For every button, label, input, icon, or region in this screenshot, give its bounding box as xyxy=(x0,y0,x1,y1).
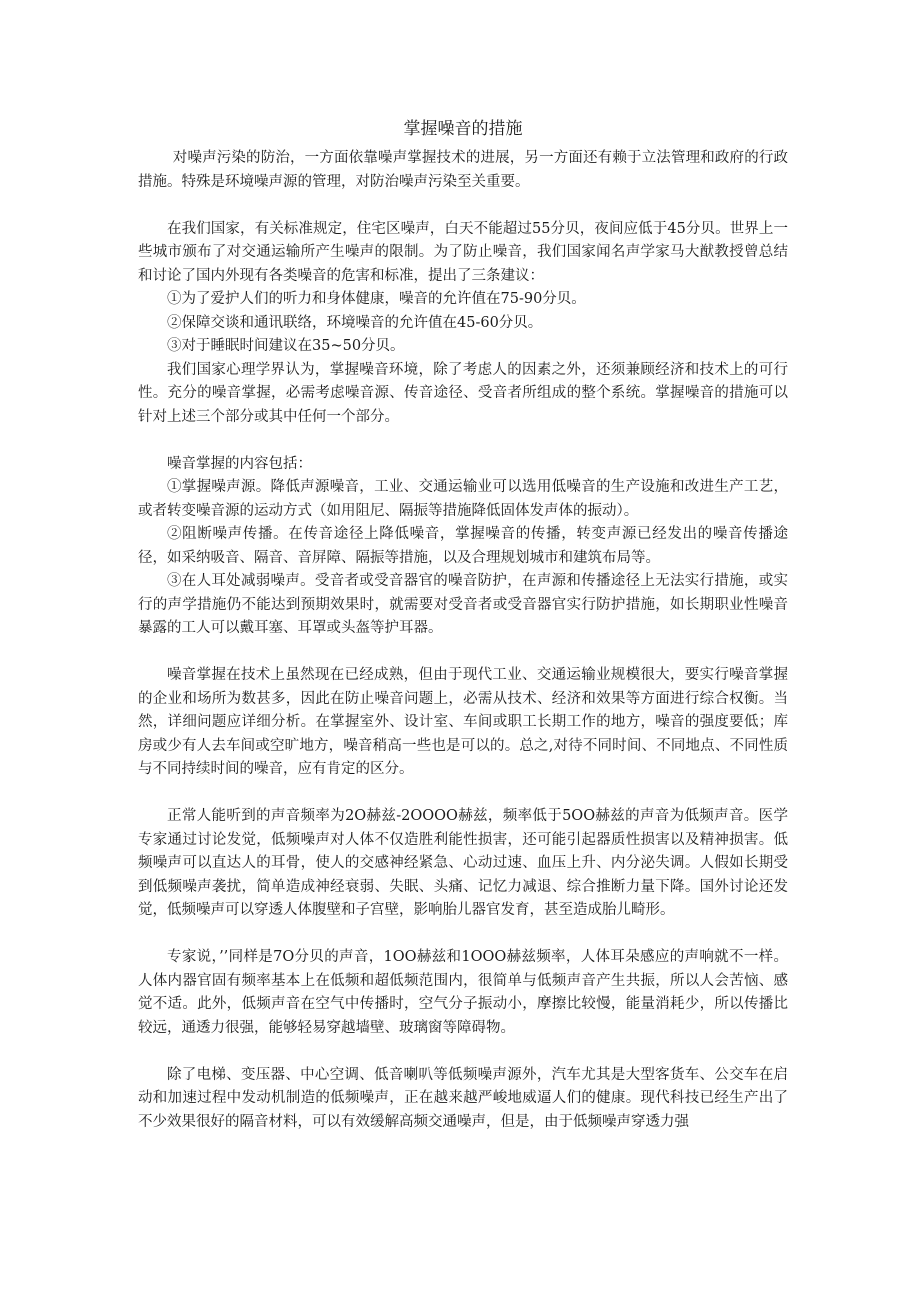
suggestion-item-3: ③对于睡眠时间建议在35~50分贝。 xyxy=(167,338,405,354)
document-page xyxy=(138,115,788,1134)
paragraph-gap xyxy=(138,429,788,453)
paragraph-gap xyxy=(138,1040,788,1064)
paragraph-expert: 专家说，’’同样是7O分贝的声音，1OO赫兹和1OOO赫兹频率，人体耳朵感应的声响就不一样。人体内器官固有频率基本上在低频和超低频范围内，很简单与低频声音产生共振，所以人会苦恼、感觉不适。此外，低频声音在空气中传播时，空气分子振动小，摩擦比较慢，能量消耗少，所以传播比较远，通透力很强，能够轻易穿越墙壁、玻璃窗等障碍物。 xyxy=(138,949,788,1036)
control-item-2: ②阻断噪声传播。在传音途径上降低噪音，掌握噪音的传播，转变声源已经发出的噪音传播途径，如采纳吸音、隔音、音屏障、隔振等措施，以及合理规划城市和建筑布局等。 xyxy=(138,526,788,566)
paragraph-gap xyxy=(138,923,788,947)
paragraph-gap xyxy=(138,194,788,218)
suggestion-item-2: ②保障交谈和通讯联络，环境噪音的允许值在45-60分贝。 xyxy=(167,314,543,331)
suggestion-item-1: ①为了爱护人们的听力和身体健康，噪音的允许值在75-90分贝。 xyxy=(167,291,586,307)
paragraph-low-frequency: 正常人能听到的声音频率为2O赫兹-2OOOO赫兹，频率低于5OO赫兹的声音为低频声音。医学专家通过讨论发觉，低频噪声对人体不仅造胜利能性损害，还可能引起器质性损害以及精神损害。低频噪声可以直达人的耳骨，使人的交感神经紧急、心动过速、血压上升、内分泌失调。人假如长期受到低频噪声袭扰，简单造成神经衰弱、失眠、头痛、记忆力减退、综合推断力量下降。国外讨论还发觉，低频噪声可以穿透人体腹壁和子宫壁，影响胎儿器官发育，甚至造成胎儿畸形。 xyxy=(138,808,788,918)
paragraph-control-contents: 噪音掌握的内容包括： xyxy=(167,455,312,472)
paragraph-gap xyxy=(138,641,788,665)
paragraph-gap xyxy=(138,782,788,806)
paragraph-psychology: 我们国家心理学界认为，掌握噪音环境，除了考虑人的因素之外，还须兼顾经济和技术上的可行性。充分的噪音掌握，必需考虑噪音源、传音途径、受音者所组成的整个系统。掌握噪音的措施可以针对上述三个部分或其中任何一个部分。 xyxy=(138,361,788,425)
paragraph-intro: 对噪声污染的防治，一方面依靠噪声掌握技术的进展，另一方面还有赖于立法管理和政府的行政措施。特殊是环境噪声源的管理，对防治噪声污染至关重要。 xyxy=(138,150,788,190)
paragraph-technology: 噪音掌握在技术上虽然现在已经成熟，但由于现代工业、交通运输业规模很大，要实行噪音掌握的企业和场所为数甚多，因此在防止噪音问题上，必需从技术、经济和效果等方面进行综合权衡。当然，详细问题应详细分析。在掌握室外、设计室、车间或职工长期工作的地方，噪音的强度要低；库房或少有人去车间或空旷地方，噪音稍高一些也是可以的。总之,对待不同时间、不同地点、不同性质与不同持续时间的噪音，应有肯定的区分。 xyxy=(138,667,788,777)
paragraph-standards: 在我们国家，有关标准规定，住宅区噪声，白天不能超过55分贝，夜间应低于45分贝。世界上一些城市颁布了对交通运输所产生噪声的限制。为了防止噪音，我们国家闻名声学家马大猷教授曾总结和讨论了国内外现有各类噪音的危害和标准，提出了三条建议： xyxy=(138,220,788,284)
paragraph-sources: 除了电梯、变压器、中心空调、低音喇叭等低频噪声源外，汽车尤其是大型客货车、公交车在启动和加速过程中发动机制造的低频噪声，正在越来越严峻地威逼人们的健康。现代科技已经生产出了不少效果很好的隔音材料，可以有效缓解高频交通噪声，但是，由于低频噪声穿透力强 xyxy=(138,1066,788,1130)
control-item-1: ①掌握噪声源。降低声源噪音，工业、交通运输业可以选用低噪音的生产设施和改进生产工艺，或者转变噪音源的运动方式（如用阻尼、隔振等措施降低固体发声体的振动）。 xyxy=(138,479,788,519)
control-item-3: ③在人耳处减弱噪声。受音者或受音器官的噪音防护，在声源和传播途径上无法实行措施，或实行的声学措施仍不能达到预期效果时，就需要对受音者或受音器官实行防护措施，如长期职业性噪音暴露的工人可以戴耳塞、耳罩或头盔等护耳器。 xyxy=(138,573,788,636)
page-title: 掌握噪音的措施 xyxy=(403,119,523,139)
